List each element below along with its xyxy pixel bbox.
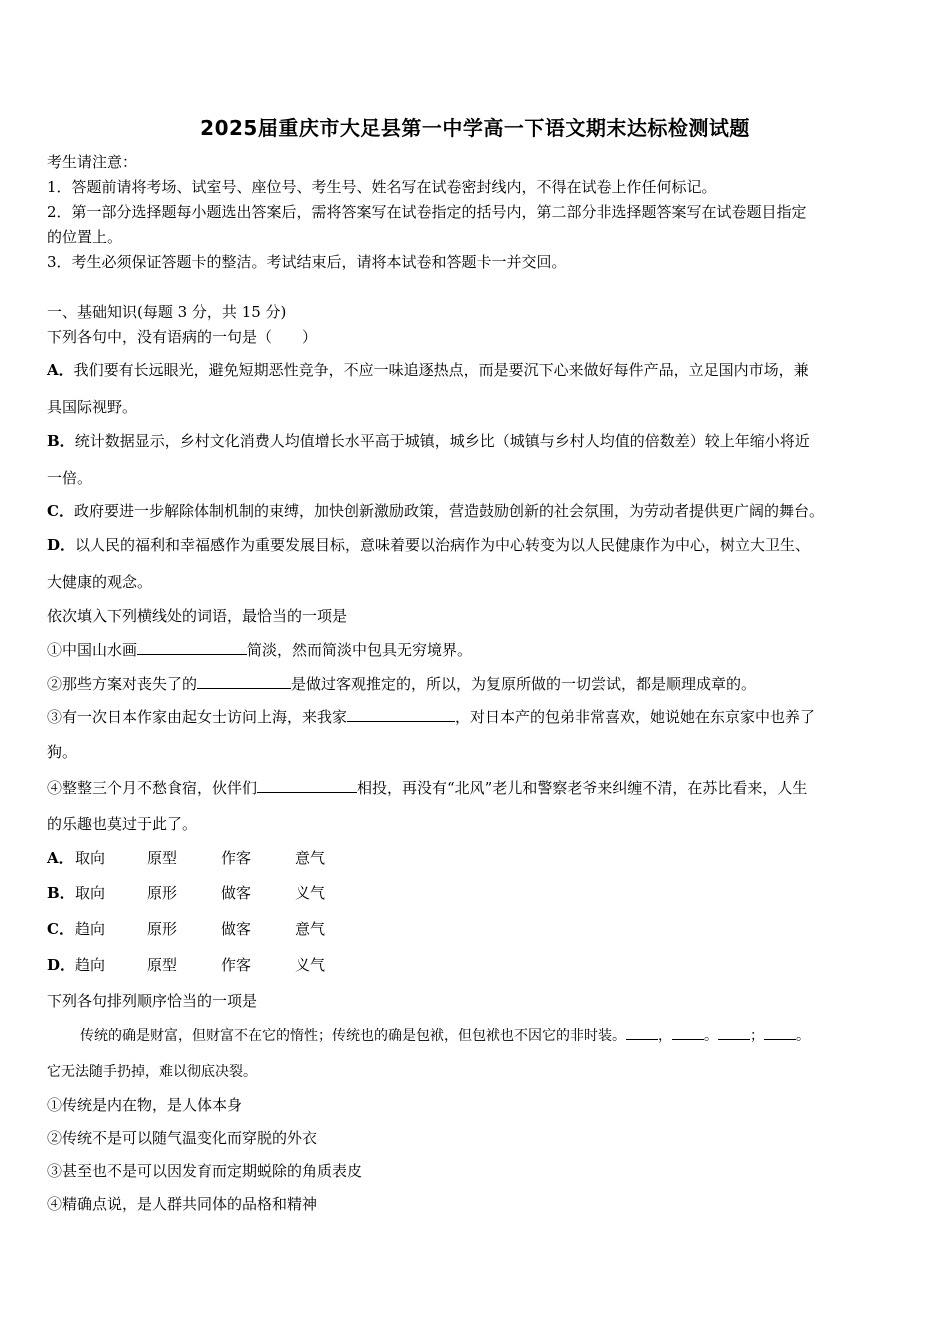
q3-item-3: ③甚至也不是可以因发育而定期蜕除的角质表皮 [47, 1162, 363, 1180]
fill-blank [197, 673, 291, 689]
q1-option-a [47, 360, 809, 380]
q3-passage-text: 传统的确是财富，但财富不在它的惰性；传统也的确是包袱，但包袱也不因它的非时装。 [80, 1028, 626, 1044]
q1-option-a-cont: 具国际视野。 [47, 398, 138, 416]
q2-s2-after: 是做过客观推定的，所以，为复原所做的一切尝试，都是顺理成章的。 [291, 675, 757, 693]
section-heading: 一、基础知识(每题 3 分，共 15 分) [47, 303, 287, 321]
q1-option-b-text: 统计数据显示，乡村文化消费人均值增长水平高于城镇，城乡比（城镇与乡村人均值的倍数差）较上年缩小将近 [74, 432, 810, 450]
q2-s3-before: ③有一次日本作家由起女士访问上海，来我家 [47, 708, 348, 726]
q1-option-b [47, 431, 810, 451]
option-word: 作客 [221, 956, 252, 974]
q1-option-d-label: D． [47, 536, 76, 554]
option-word: 做客 [221, 884, 252, 902]
q2-s4-after: 相投，再没有“北风”老儿和警察老爷来纠缠不清，在苏比看来，人生 [357, 779, 808, 797]
notice-heading: 考生请注意： [47, 153, 138, 171]
option-word: 取向 [75, 849, 106, 867]
option-word: 意气 [295, 920, 326, 938]
option-word: 趋向 [75, 956, 106, 974]
q1-option-d [47, 535, 810, 555]
option-word: 原型 [147, 956, 178, 974]
q3-semicolon: ； [750, 1028, 764, 1044]
q2-sentence-3-cont: 狗。 [47, 743, 78, 761]
option-word: 意气 [295, 849, 326, 867]
q2-s1-after: 简淡，然而简淡中包具无穷境界。 [247, 641, 473, 659]
notice-item-3: 3．考生必须保证答题卡的整洁。考试结束后，请将本试卷和答题卡一并交回。 [47, 253, 567, 271]
q2-option-d [47, 955, 335, 975]
q1-stem: 下列各句中，没有语病的一句是（ ） [47, 328, 318, 346]
q3-period-2: 。 [796, 1028, 810, 1044]
option-word: 原形 [147, 920, 178, 938]
q2-option-a [47, 848, 335, 868]
q2-sentence-3 [47, 706, 815, 727]
option-word: 作客 [221, 849, 252, 867]
q2-s4-before: ④整整三个月不愁食宿，伙伴们 [47, 779, 258, 797]
notice-item-2-cont: 的位置上。 [47, 228, 123, 246]
q1-option-b-label: B． [47, 432, 75, 450]
option-word: 取向 [75, 884, 106, 902]
q1-option-d-text: 以人民的福利和幸福感作为重要发展目标，意味着要以治病作为中心转变为以人民健康作为中心，树立大卫生、 [75, 536, 811, 554]
q2-sentence-1 [47, 639, 472, 660]
notice-item-1: 1．答题前请将考场、试室号、座位号、考生号、姓名写在试卷密封线内，不得在试卷上作任何标记。 [47, 178, 717, 196]
q3-passage-cont: 它无法随手扔掉，难以彻底决裂。 [47, 1064, 257, 1080]
option-word: 趋向 [75, 920, 106, 938]
q1-option-a-text: 我们要有长远眼光，避免短期恶性竞争，不应一味追逐热点，而是要沉下心来做好每件产品，立足国内市场，兼 [73, 361, 809, 379]
q2-s3-after: ，对日本产的包弟非常喜欢，她说她在东京家中也养了 [455, 708, 816, 726]
option-label: C． [47, 920, 74, 938]
q3-item-4: ④精确点说，是人群共同体的品格和精神 [47, 1195, 318, 1213]
q2-s1-before: ①中国山水画 [47, 641, 138, 659]
fill-blank [672, 1024, 704, 1040]
q2-option-b [47, 883, 335, 903]
fill-blank [137, 639, 247, 655]
fill-blank [626, 1024, 658, 1040]
q3-passage [80, 1024, 810, 1046]
option-word: 做客 [221, 920, 252, 938]
q1-option-b-cont: 一倍。 [47, 469, 93, 487]
q3-item-1: ①传统是内在物，是人体本身 [47, 1096, 243, 1114]
option-word: 义气 [295, 884, 326, 902]
q2-sentence-4 [47, 777, 807, 798]
option-word: 原型 [147, 849, 178, 867]
q2-sentence-4-cont: 的乐趣也莫过于此了。 [47, 815, 198, 833]
fill-blank [718, 1024, 750, 1040]
fill-blank [257, 777, 357, 793]
option-label: A． [47, 849, 74, 867]
q3-period: 。 [704, 1028, 718, 1044]
option-word: 原形 [147, 884, 178, 902]
q3-comma: ， [658, 1028, 672, 1044]
q1-option-d-cont: 大健康的观念。 [47, 573, 153, 591]
option-label: B． [47, 884, 75, 902]
q3-stem: 下列各句排列顺序恰当的一项是 [47, 992, 258, 1010]
q1-option-c [47, 501, 824, 521]
fill-blank [347, 706, 455, 722]
notice-item-2: 2．第一部分选择题每小题选出答案后，需将答案写在试卷指定的括号内，第二部分非选择题答案写在试卷题目指定 [47, 203, 807, 221]
exam-title: 2025届重庆市大足县第一中学高一下语文期末达标检测试题 [200, 116, 750, 140]
q1-option-c-label: C． [47, 502, 74, 520]
q2-sentence-2 [47, 673, 756, 694]
q2-stem: 依次填入下列横线处的词语，最恰当的一项是 [47, 607, 348, 625]
q2-option-c [47, 919, 335, 939]
q1-option-a-label: A． [47, 361, 74, 379]
q1-option-c-text: 政府要进一步解除体制机制的束缚，加快创新激励政策，营造鼓励创新的社会氛围，为劳动者提供更广阔的舞台。 [73, 502, 824, 520]
q3-item-2: ②传统不是可以随气温变化而穿脱的外衣 [47, 1129, 318, 1147]
q2-s2-before: ②那些方案对丧失了的 [47, 675, 198, 693]
option-word: 义气 [295, 956, 326, 974]
fill-blank [764, 1024, 796, 1040]
option-label: D． [47, 956, 76, 974]
